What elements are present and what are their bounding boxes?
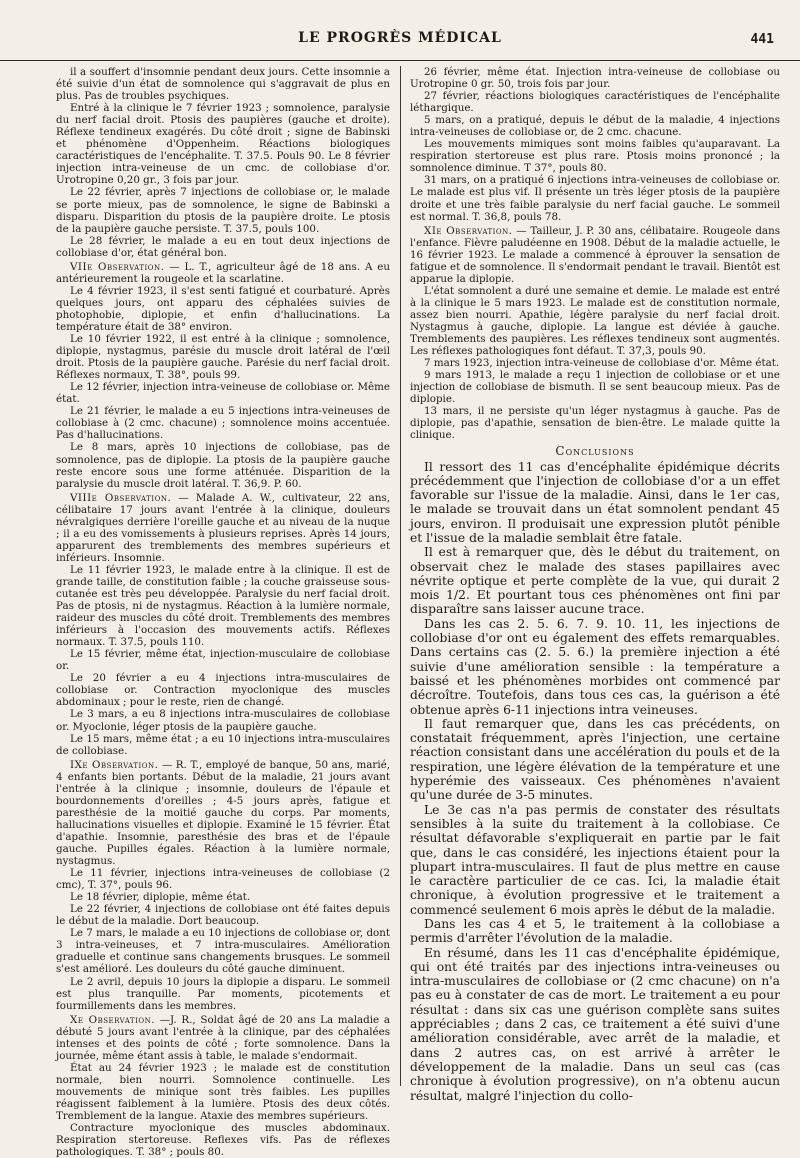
body-paragraph: Le 3e cas n'a pas permis de constater des résultats sensibles à la suite du traitement à la collobiase. Ce résultat défavorable s'expliquerait en partie par le fait que, dans le cas considéré, les injections étaient pour la plupart intra-musculaires. Il faut de plus mettre en cause le caractère particulier de ce cas. Ici, la maladie était chronique, à évolution progressive et le traitement a commencé seulement 6 mois après le début de la maladie.	[410, 802, 780, 917]
body-paragraph: L'état somnolent a duré une semaine et demie. Le malade est entré à la clinique le 5 mars 1923. Le malade est de constitution normale, assez bien nourri. Apathie, légère paralysie du nerf facial droit. Nystagmus à gauche, diplopie. La langue est déviée à gauche. Tremblements des paupières. Les réflexes tendineux sont augmentés. Les réflexes pathologiques font défaut. T. 37,3, pouls 90.	[410, 284, 780, 358]
body-paragraph: 7 mars 1923, injection intra-veineuse de collobiase d'or. Même état.	[424, 357, 780, 370]
column-divider	[400, 66, 401, 1086]
body-paragraph: il a souffert d'insomnie pendant deux jours. Cette insomnie a été suivie d'un état de somnolence qui s'aggravait de plus en plus. Pas de troubles psychiques.	[56, 66, 390, 103]
observation-text: — L. T., agriculteur âgé de 18 ans. A eu antérieurement la rougeole et la scarlatine.	[56, 260, 391, 285]
body-paragraph: Contracture myoclonique des muscles abdominaux. Respiration stertoreuse. Reflexes vifs. Pas de réflexes pathologiques. T. 38° ; pouls 80.	[56, 1122, 390, 1158]
observation-text: — Tailleur, J. P. 30 ans, célibataire. Rougeole dans l'enfance. Fièvre paludéenne en 1908. Début de la maladie actuelle, le 16 février 1923. Le malade a commencé à éprouver la sensation de fatigue et de somnolence. Il s'endormait pendant le travail. Bientôt est apparue la diplopie.	[410, 224, 780, 285]
observation-paragraph	[410, 225, 780, 285]
body-paragraph: Le 15 mars, même état ; a eu 10 injections intra-musculaires de collobiase.	[56, 732, 390, 757]
body-paragraph: Il ressort des 11 cas d'encéphalite épidémique décrits précédemment que l'injection de collobiase d'or a un effet favorable sur l'issue de la maladie. Ainsi, dans le 1er cas, le malade se trouvait dans un état somnolent pendant 45 jours, environ. Il produisait une expression plutôt pénible et l'issue de la maladie semblait être fatale.	[410, 459, 780, 545]
body-paragraph: En résumé, dans les 11 cas d'encéphalite épidémique, qui ont été traités par des injections intra-veineuses ou intra-musculaires de collobiase or (2 cmc chacune) on n'a pas eu à constater de cas de mort. Le traitement a eu pour résultat : dans six cas une guérison complète sans suites appréciables ; dans 2 cas, ce traitement a été suivi d'une amélioration considérable, avec arrêt de la maladie, et dans 2 autres cas, on est arrivé à arrêter le développement de la maladie. Dans un seul cas (cas chronique à évolution progressive), on n'a obtenu aucun résultat, malgré l'injection du collo-	[410, 945, 780, 1103]
body-paragraph: 26 février, même état. Injection intra-veineuse de collobiase ou Urotropine 0 gr. 50, trois fois par jour.	[410, 66, 780, 91]
body-paragraph: Le 10 février 1922, il est entré à la clinique ; somnolence, diplopie, nystagmus, parésie du muscle droit latéral de l'œil droit. Ptosis de la paupière gauche. Parésie du nerf facial droit. Réflexes normaux, T. 38°, pouls 99.	[56, 333, 390, 382]
body-paragraph: Dans les cas 4 et 5, le traitement à la collobiase a permis d'arrêter l'évolution de la maladie.	[410, 917, 780, 946]
body-paragraph: Le 15 février, même état, injection-musculaire de collobiase or.	[56, 648, 390, 673]
observation-text: — R. T., employé de banque, 50 ans, marié, 4 enfants bien portants. Début de la maladie, 21 jours avant l'entrée à la clinique ; insomnie, douleurs de l'épaule et bourdonnements d'oreilles ; 4-5 jours après, fatigue et paresthésie de la moitié gauche du corps. Par moments, hallucinations visuelles et diplopie. Examiné le 15 février. État d'apathie. Insomnie, paresthésie des bras et de l'épaule gauche. Pupilles égales. Réaction à la lumière normale, nystagmus.	[56, 758, 390, 868]
page-number: 441	[750, 32, 774, 47]
body-paragraph: Le 4 février 1923, il s'est senti fatigué et courbaturé. Après quelques jours, ont apparu des céphalées suivies de photophobie, diplopie, et enfin d'hallucinations. La température était de 38° environ.	[56, 284, 390, 333]
journal-title: LE PROGRÈS MÉDICAL	[298, 30, 502, 46]
body-paragraph: Le 18 février, diplopie, même état.	[70, 891, 251, 904]
observation-paragraph	[56, 261, 390, 285]
observation-label: VIIe Observation.	[70, 260, 165, 273]
body-paragraph: Le 8 mars, après 10 injections de collobiase, pas de somnolence, pas de diplopie. La ptosis de la paupière gauche reste encore sous une forme atténuée. Disparition de la paralysie du muscle droit latéral. T. 36,9. P. 60.	[56, 441, 390, 490]
body-paragraph: État au 24 février 1923 ; le malade est de constitution normale, bien nourri. Somnolence continuelle. Les mouvements de minique sont très faibles. Les pupilles réagissent faiblement à la lumière. Ptosis des deux côtés. Tremblement de la langue. Ataxie des membres supérieurs.	[56, 1061, 390, 1123]
observation-paragraph	[56, 492, 390, 564]
body-paragraph: Le 2 avril, depuis 10 jours la diplopie a disparu. Le sommeil est plus tranquille. Par moments, picotements et fourmillements dans les membres.	[56, 975, 390, 1012]
body-paragraph: Le 20 février a eu 4 injections intra-musculaires de collobiase or. Contraction myoclonique des muscles abdominaux ; pour le reste, rien de changé.	[56, 672, 390, 709]
body-paragraph: Les mouvements mimiques sont moins faibles qu'auparavant. La respiration stertoreuse est plus rare. Ptosis moins prononcé ; la somnolence diminue. T 37°, pouls 80.	[410, 138, 780, 175]
body-paragraph: Le 22 février, 4 injections de collobiase ont été faites depuis le début de la maladie. Dort beaucoup.	[56, 903, 390, 928]
body-paragraph: Le 7 mars, le malade a eu 10 injections de collobiase or, dont 3 intra-veineuses, et 7 intra-musculaires. Amélioration graduelle et continue sans changements brusques. Le sommeil s'est amélioré. Les douleurs du côté gauche diminuent.	[56, 927, 390, 976]
page-header	[0, 0, 800, 61]
body-paragraph: 13 mars, il ne persiste qu'un léger nystagmus à gauche. Pas de diplopie, pas d'apathie, sensation de bien-être. Le malade quitte la clinique.	[410, 405, 780, 442]
body-paragraph: 9 mars 1913, le malade a reçu 1 injection de collobiase or et une injection de collobiase de bismuth. Il se sent beaucoup mieux. Pas de diplopie.	[410, 369, 780, 406]
section-heading-conclusions: Conclusions	[555, 444, 635, 459]
observation-label: Xe Observation.	[70, 1013, 156, 1026]
body-paragraph: Le 11 février, injections intra-veineuses de collobiase (2 cmc), T. 37°, pouls 96.	[56, 867, 390, 892]
body-paragraph: Le 21 février, le malade a eu 5 injections intra-veineuses de collobiase à (2 cmc. chacune) ; somnolence moins accentuée. Pas d'hallucinations.	[56, 405, 390, 442]
right-column	[410, 66, 780, 1103]
left-column	[56, 66, 391, 1158]
observation-paragraph	[56, 759, 390, 867]
body-paragraph: Le 22 février, après 7 injections de collobiase or, le malade se porte mieux, pas de somnolence, le signe de Babinski a disparu. Disparition du ptosis de la paupière droite. Le ptosis de la paupière gauche persiste. T. 37.5, pouls 100.	[56, 186, 390, 235]
observation-label: VIIIe Observation.	[70, 491, 172, 504]
body-paragraph: Le 28 février, le malade a eu en tout deux injections de collobiase d'or, état général bon.	[56, 234, 390, 259]
body-paragraph: Il est à remarquer que, dès le début du traitement, on observait chez le malade des stases papillaires avec névrite optique et perte complète de la vue, qui durait 2 mois 1/2. Et pourtant tous ces phénomènes ont fini par disparaître sans laisser aucune trace.	[410, 545, 780, 617]
body-paragraph: Dans les cas 2. 5. 6. 7. 9. 10. 11, les injections de collobiase d'or ont eu également des effets remarquables. Dans certains cas (2. 5. 6.) la première injection a été suivie d'une amélioration sensible : la température a baissé et les phénomènes morbides ont commencé par décroître. Toutefois, dans tous ces cas, la guérison a été obtenue après 6-11 injections intra veineuses.	[410, 616, 780, 717]
body-paragraph: Il faut remarquer que, dans les cas précédents, on constatait fréquemment, après l'injection, une certaine réaction consistant dans une accélération du pouls et de la respiration, une légère élévation de la température et une hyperémie des vaisseaux. Ces phénomènes n'avaient qu'une durée de 3-5 minutes.	[410, 716, 780, 803]
body-paragraph: 27 février, réactions biologiques caractéristiques de l'encéphalite léthargique.	[410, 90, 780, 115]
observation-label: IXe Observation.	[70, 758, 159, 771]
observation-paragraph	[56, 1014, 390, 1062]
body-paragraph: Le 11 février 1923, le malade entre à la clinique. Il est de grande taille, de constitution faible ; la couche graisseuse sous-cutanée est très peu développée. Paralysie du nerf facial droit. Pas de ptosis, ni de nystagmus. Réaction à la lumière normale, raideur des muscles du côté droit. Tremblements des membres inférieurs à l'occasion des mouvements actifs. Réflexes normaux. T. 37.5, pouls 110.	[56, 563, 390, 649]
observation-text: — Malade A. W., cultivateur, 22 ans, célibataire 17 jours avant l'entrée à la clinique, douleurs névralgiques derrière l'oreille gauche et au niveau de la nuque ; il a eu des vomissements à plusieurs reprises. Après 14 jours, apparurent des tremblements des membres supérieurs et inférieurs. Insomnie.	[56, 491, 391, 564]
observation-label: XIe Observation.	[424, 224, 513, 237]
body-paragraph: 31 mars, on a pratiqué 6 injections intra-veineuses de collobiase or. Le malade est plus vif. Il présente un très léger ptosis de la paupière droite et une très faible paralysie du nerf facial gauche. Le sommeil est normal. T. 36,8, pouls 78.	[410, 174, 780, 223]
observation-text: —J. R., Soldat âgé de 20 ans La maladie a débuté 5 jours avant l'entrée à la clinique, par des céphalées intenses et des points de côté ; forte somnolence. Dans la journée, même étant assis à table, le malade s'endormait.	[56, 1013, 390, 1062]
body-paragraph: Entré à la clinique le 7 février 1923 ; somnolence, paralysie du nerf facial droit. Ptosis des paupières (gauche et droite). Réflexe tendineux exagérés. Du côté droit ; signe de Babinski et phénomène d'Oppenheim. Réactions biologiques caractéristiques de l'encéphalite. T. 37.5. Pouls 90. Le 8 février injection intra-veineuse de un cmc. de collobiase d'or. Urotropine 0,20 gr., 3 fois par jour.	[56, 102, 390, 187]
body-paragraph: Le 12 février, injection intra-veineuse de collobiase or. Même état.	[56, 381, 390, 406]
body-paragraph: 5 mars, on a pratiqué, depuis le début de la maladie, 4 injections intra-veineuses de collobiase or, de 2 cmc. chacune.	[410, 114, 780, 139]
body-paragraph: Le 3 mars, a eu 8 injections intra-musculaires de collobiase or. Myoclonie, léger ptosis de la paupière gauche.	[56, 708, 390, 733]
